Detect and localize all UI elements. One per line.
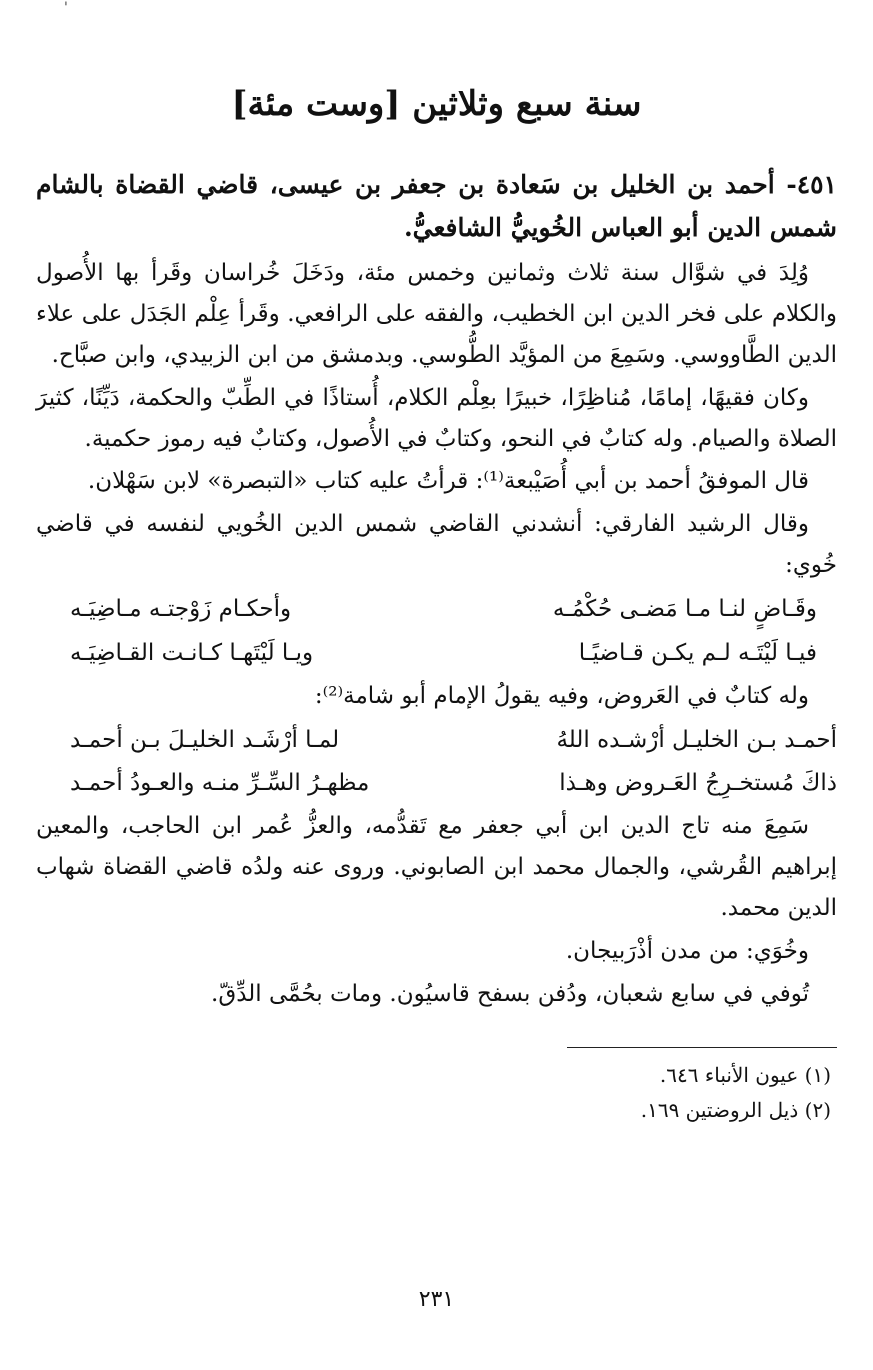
verse-hemistich-first: ذاكَ مُستخـرِجُ العَـروض وهـذا [559, 770, 837, 797]
verse-hemistich-first: فيـا لَيْتَـه لـم يكـن قـاضيًـا [578, 639, 817, 666]
footnote-2: (٢) ذيل الروضتين ١٦٩. [640, 1097, 831, 1122]
page-number: ٢٣١ [418, 1287, 455, 1312]
page-title: سنة سبع وثلاثين [وست مئة] [231, 84, 642, 124]
poem-qadi [36, 588, 837, 675]
verse-line [36, 588, 837, 632]
paragraph-students: سَمِعَ منه تاج الدين ابن أبي جعفر مع تَقدُّمه، والعزُّ عُمر ابن الحاجب، والمعين إبراهيم القُرشي، والجمال محمد ابن الصابوني. وروى عنه ولدُه قاضي القضاة شهاب الدين محمد. [36, 812, 837, 921]
paragraph-muwaffaq-quote: قال الموفقُ أحمد بن أبي أُصَيْبعة⁽¹⁾: قرأتُ عليه كتاب «التبصرة» لابن سَهْلان. [87, 468, 809, 495]
verse-hemistich-second: ويـا لَيْتَهـا كـانـت القـاضِيَـه [70, 639, 314, 666]
paragraph-birth: وُلِدَ في شوَّال سنة ثلاث وثمانين وخمس مئة، ودَخَلَ خُراسان وقَرأ بها الأُصول والكلام على فخر الدين ابن الخطيب، والفقه على الرافعي. وقَرأ عِلْم الجَدَل على علاء الدين الطَّاووسي. وسَمِعَ من المؤيَّد الطُّوسي. وبدمشق من ابن الزبيدي، وابن صبَّاح. [36, 259, 837, 368]
verse-hemistich-second: مظهـرُ السِّـرِّ منـه والعـودُ أحمـد [70, 770, 370, 797]
verse-line [36, 762, 837, 806]
paragraph-character: وكان فقيهًا، إمامًا، مُناظِرًا، خبيرًا بعِلْم الكلام، أُستاذًا في الطِّبّ والحكمة، دَيِّنًا، كثيرَ الصلاة والصيام. وله كتابٌ في النحو، وكتابٌ في الأُصول، وكتابٌ فيه رموز حكمية. [36, 384, 837, 452]
verse-line [36, 719, 837, 763]
poem-abu-shama [36, 719, 837, 806]
footnote-divider [567, 1047, 837, 1048]
paragraph-death: تُوفي في سابع شعبان، ودُفن بسفح قاسيُون. ومات بحُمَّى الدِّقّ. [211, 980, 809, 1007]
verse-hemistich-second: لمـا أرْشَـد الخليـلَ بـن أحمـد [70, 726, 340, 753]
verse-line [36, 632, 837, 676]
footnote-1: (١) عيون الأنباء ٦٤٦. [659, 1062, 831, 1087]
verse-hemistich-first: أحمـد بـن الخليـل أرْشـده اللهُ [556, 726, 837, 753]
paragraph-arud: وله كتابٌ في العَروض، وفيه يقولُ الإمام أبو شامة⁽²⁾: [314, 682, 809, 709]
paragraph-rashid-quote: وقال الرشيد الفارقي: أنشدني القاضي شمس الدين الخُويي لنفسه في قاضي خُوي: [36, 511, 837, 579]
entry-heading: ٤٥١- أحمد بن الخليل بن سَعادة بن جعفر بن عيسى، قاضي القضاة بالشام شمس الدين أبو العباس الخُوييُّ الشافعيُّ. [36, 169, 837, 242]
verse-hemistich-first: وقَـاضٍ لنـا مـا مَضـى حُكْمُـه [552, 596, 817, 623]
scan-mark: ' [64, 0, 68, 16]
paragraph-khuway: وخُوَي: من مدن أذْرَبيجان. [565, 937, 809, 964]
verse-hemistich-second: وأحكـام زَوْجتـه مـاضِيَـه [70, 596, 292, 623]
